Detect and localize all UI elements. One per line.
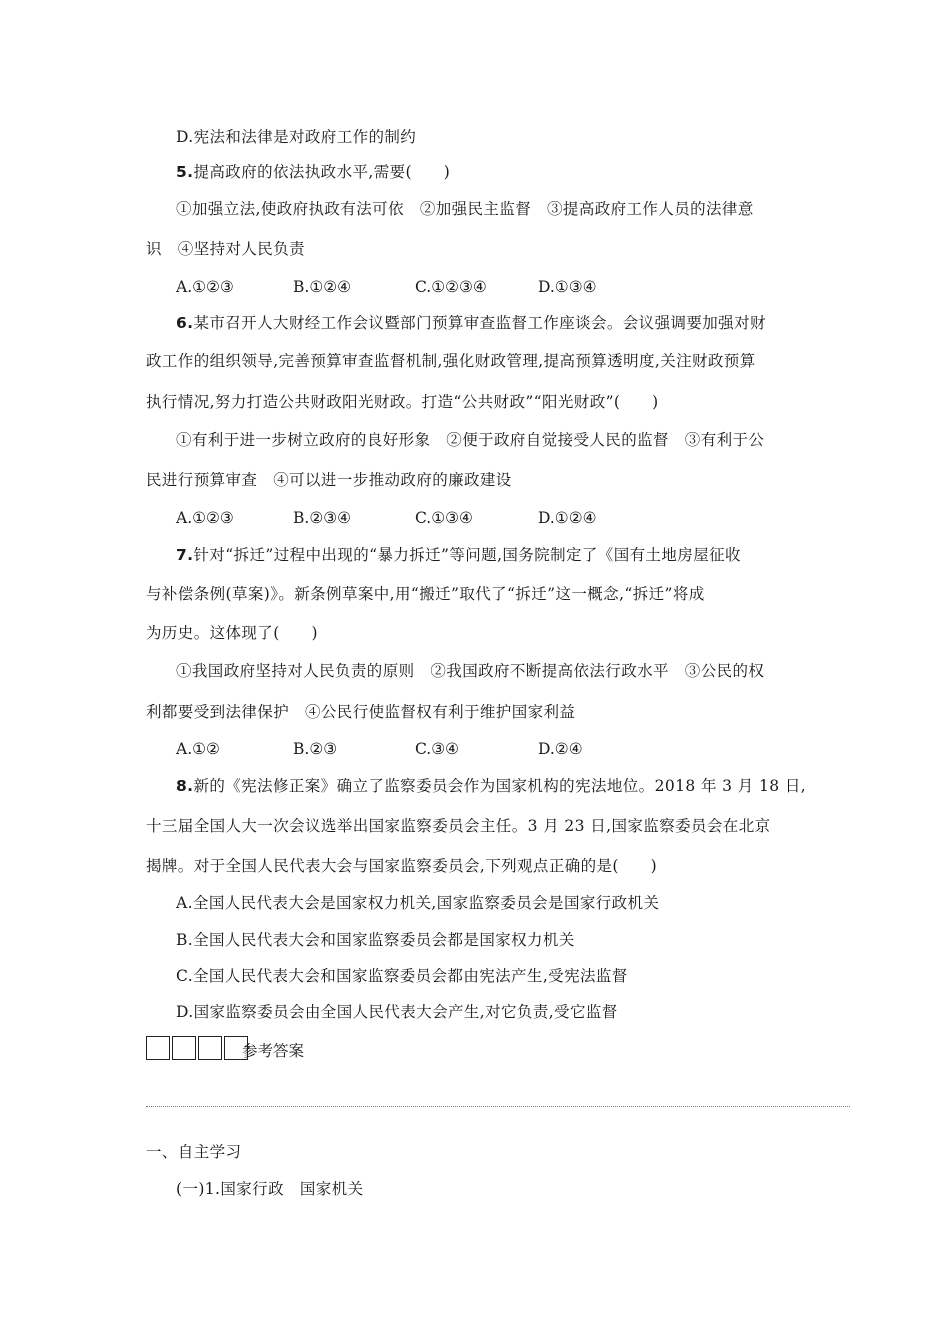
q6-option-c: C.①③④ [415, 509, 473, 527]
q7-option-c: C.③④ [415, 740, 460, 758]
q7-stem-line3: 为历史。这体现了( ) [146, 624, 318, 642]
q6-items-line1: ①有利于进一步树立政府的良好形象 ②便于政府自觉接受人民的监督 ③有利于公 [176, 431, 765, 449]
q6-items-line2: 民进行预算审查 ④可以进一步推动政府的廉政建设 [146, 471, 512, 489]
q8-option-d: D.国家监察委员会由全国人民代表大会产生,对它负责,受它监督 [176, 1003, 618, 1021]
q6-stem-text: 某市召开人大财经工作会议暨部门预算审查监督工作座谈会。会议强调要加强对财 [193, 314, 766, 332]
q6-option-b: B.②③④ [293, 509, 352, 527]
answer-box [198, 1036, 222, 1060]
q7-items-line2: 利都要受到法律保护 ④公民行使监督权有利于维护国家利益 [146, 703, 576, 721]
q7-items-line1: ①我国政府坚持对人民负责的原则 ②我国政府不断提高依法行政水平 ③公民的权 [176, 662, 765, 680]
q5-stem-text: 提高政府的依法执政水平,需要( ) [193, 163, 451, 181]
answer-title: 参考答案 [242, 1042, 305, 1060]
q7-option-a: A.①② [176, 740, 220, 758]
q8-option-b: B.全国人民代表大会和国家监察委员会都是国家权力机关 [176, 931, 575, 949]
q6-stem-line3: 执行情况,努力打造公共财政阳光财政。打造“公共财政”“阳光财政”( ) [146, 393, 659, 411]
q8-stem-text: 新的《宪法修正案》确立了监察委员会作为国家机构的宪法地位。2018 年 3 月 18 日, [193, 777, 807, 795]
q4-option-d: D.宪法和法律是对政府工作的制约 [176, 128, 417, 146]
q5-items-line1: ①加强立法,使政府执政有法可依 ②加强民主监督 ③提高政府工作人员的法律意 [176, 200, 754, 218]
q5-option-d: D.①③④ [538, 278, 597, 296]
answer-box [172, 1036, 196, 1060]
q5-number: 5. [176, 163, 194, 181]
dotted-divider [146, 1106, 850, 1107]
q5-stem [176, 161, 450, 183]
answer-item-1: (一)1.国家行政 国家机关 [176, 1180, 364, 1198]
q7-stem-line1 [176, 544, 741, 566]
q6-option-a: A.①②③ [176, 509, 234, 527]
q6-stem-line1 [176, 312, 766, 334]
q8-option-a: A.全国人民代表大会是国家权力机关,国家监察委员会是国家行政机关 [176, 894, 660, 912]
q6-stem-line2: 政工作的组织领导,完善预算审查监督机制,强化财政管理,提高预算透明度,关注财政预算 [146, 352, 756, 370]
q8-stem-line2: 十三届全国人大一次会议选举出国家监察委员会主任。3 月 23 日,国家监察委员会在北京 [146, 817, 771, 835]
q8-number: 8. [176, 777, 194, 795]
q7-stem-text: 针对“拆迁”过程中出现的“暴力拆迁”等问题,国务院制定了《国有土地房屋征收 [193, 546, 741, 564]
q6-number: 6. [176, 314, 194, 332]
answer-box-group [146, 1036, 250, 1060]
q5-items-line2: 识 ④坚持对人民负责 [146, 240, 306, 258]
answer-box [146, 1036, 170, 1060]
q8-option-c: C.全国人民代表大会和国家监察委员会都由宪法产生,受宪法监督 [176, 967, 628, 985]
q6-option-d: D.①②④ [538, 509, 597, 527]
q8-stem-line3: 揭牌。对于全国人民代表大会与国家监察委员会,下列观点正确的是( ) [146, 857, 658, 875]
answer-section-heading: 一、自主学习 [146, 1143, 242, 1161]
q7-option-d: D.②④ [538, 740, 583, 758]
q5-option-b: B.①②④ [293, 278, 352, 296]
q8-stem-line1 [176, 775, 806, 797]
q5-option-a: A.①②③ [176, 278, 234, 296]
q7-stem-line2: 与补偿条例(草案)》。新条例草案中,用“搬迁”取代了“拆迁”这一概念,“拆迁”将成 [146, 585, 705, 603]
q7-number: 7. [176, 546, 194, 564]
q7-option-b: B.②③ [293, 740, 338, 758]
q5-option-c: C.①②③④ [415, 278, 487, 296]
